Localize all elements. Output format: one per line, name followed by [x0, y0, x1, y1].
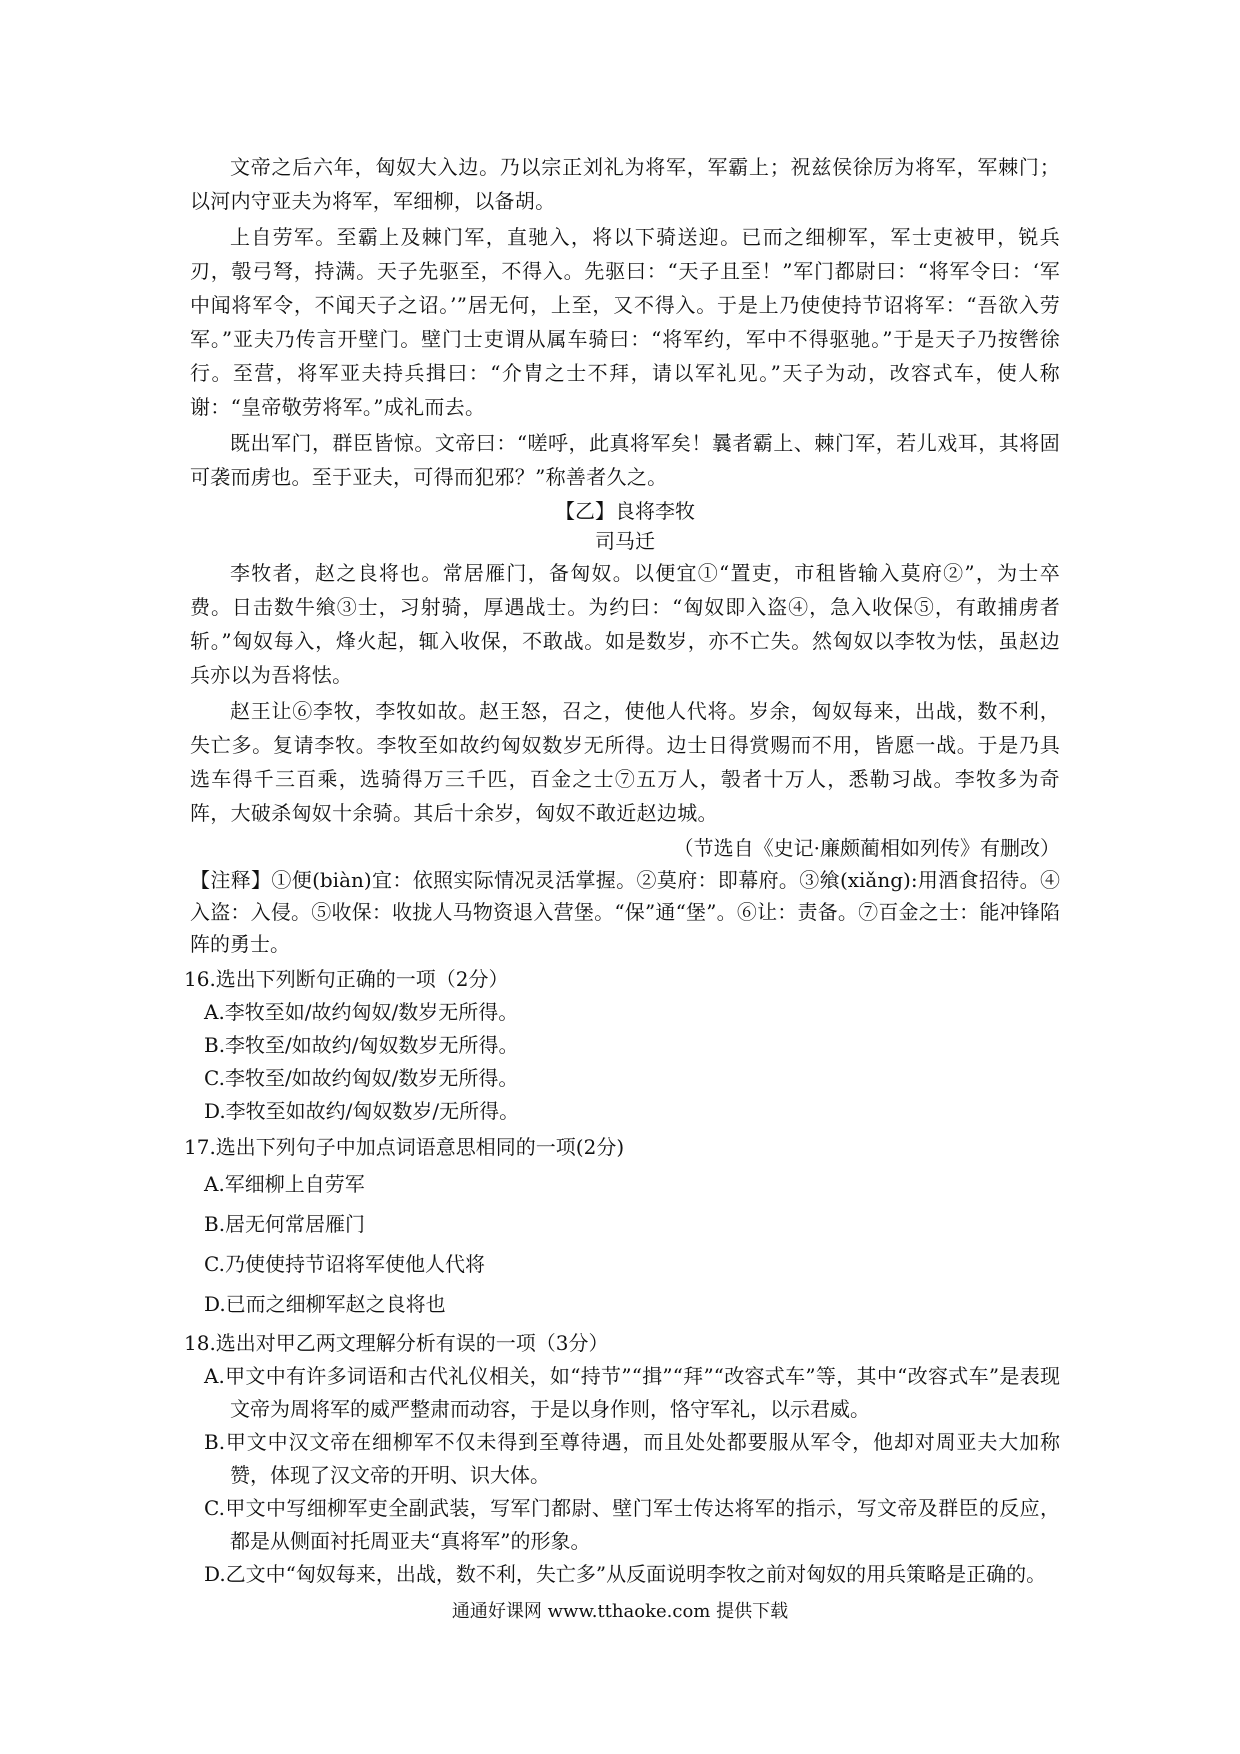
question-18-option-d: D.乙文中“匈奴每来，出战，数不利，失亡多”从反面说明李牧之前对匈奴的用兵策略是正确的。: [204, 1562, 1047, 1586]
question-17: [184, 1130, 1060, 1324]
question-16: [184, 962, 1060, 1128]
question-17-stem: 17.选出下列句子中加点词语意思相同的一项(2分): [184, 1135, 625, 1159]
question-18-option-c: C.甲文中写细柳军吏全副武装，写军门都尉、壁门军士传达将军的指示，写文帝及群臣的反应，都是从侧面衬托周亚夫“真将军”的形象。: [204, 1496, 1060, 1553]
passage-jia-paragraph-3: 既出军门，群臣皆惊。文帝曰：“嗟呼，此真将军矣！曩者霸上、棘门军，若儿戏耳，其将固可袭而虏也。至于亚夫，可得而犯邪？”称善者久之。: [190, 431, 1060, 489]
question-18: [184, 1326, 1060, 1591]
question-16-option-d: D.李牧至如故约/匈奴数岁/无所得。: [204, 1099, 520, 1123]
question-16-option-a: A.李牧至如/故约匈奴/数岁无所得。: [204, 1000, 519, 1024]
footer-watermark: 通通好课网 www.tthaoke.com 提供下载: [451, 1601, 789, 1622]
passage-jia-paragraph-1: 文帝之后六年，匈奴大入边。乃以宗正刘礼为将军，军霸上；祝兹侯徐厉为将军，军棘门；以河内守亚夫为将军，军细柳，以备胡。: [190, 155, 1060, 213]
question-16-stem: 16.选出下列断句正确的一项（2分）: [184, 967, 509, 991]
question-18-stem: 18.选出对甲乙两文理解分析有误的一项（3分）: [184, 1331, 609, 1355]
question-17-option-b: B.居无何常居雁门: [204, 1212, 366, 1236]
question-17-option-d: D.已而之细柳军赵之良将也: [204, 1292, 446, 1316]
annotations: 【注释】①便(biàn)宜：依照实际情况灵活掌握。②莫府：即幕府。③飨(xiǎng):用酒食招待。④入盗：入侵。⑤收保：收拢人马物资退入营堡。“保”通“堡”。⑥让：责备。⑦百金之士：能冲锋陷阵的勇士。: [190, 868, 1060, 956]
passage-jia-paragraph-2: 上自劳军。至霸上及棘门军，直驰入，将以下骑送迎。已而之细柳军，军士吏被甲，锐兵刃，彀弓弩，持满。天子先驱至，不得入。先驱曰：“天子且至！”军门都尉曰：“将军令曰：‘军中闻将军令，不闻天子之诏。’”居无何，上至，又不得入。于是上乃使使持节诏将军：“吾欲入劳军。”亚夫乃传言开壁门。壁门士吏谓从属车骑曰：“将军约，军中不得驱驰。”于是天子乃按辔徐行。至营，将军亚夫持兵揖曰：“介胄之士不拜，请以军礼见。”天子为动，改容式车，使人称谢：“皇帝敬劳将军。”成礼而去。: [190, 225, 1060, 419]
question-18-option-b: B.甲文中汉文帝在细柳军不仅未得到至尊待遇，而且处处都要服从军令，他却对周亚夫大加称赞，体现了汉文帝的开明、识大体。: [204, 1430, 1060, 1487]
passage-yi-paragraph-2: 赵王让⑥李牧，李牧如故。赵王怒，召之，使他人代将。岁余，匈奴每来，出战，数不利，失亡多。复请李牧。李牧至如故约匈奴数岁无所得。边士日得赏赐而不用，皆愿一战。于是乃具选车得千三百乘，选骑得万三千匹，百金之士⑦五万人，彀者十万人，悉勒习战。李牧多为奇阵，大破杀匈奴十余骑。其后十余岁，匈奴不敢近赵边城。: [190, 699, 1060, 825]
passage-yi-title: 【乙】良将李牧: [555, 499, 695, 523]
question-16-option-c: C.李牧至/如故约匈奴/数岁无所得。: [204, 1066, 519, 1090]
question-17-option-a: A.军细柳上自劳军: [204, 1172, 365, 1196]
passage-yi-paragraph-1: 李牧者，赵之良将也。常居雁门，备匈奴。以便宜①“置吏，市租皆输入莫府②”，为士卒费。日击数牛飨③士，习射骑，厚遇战士。为约曰：“匈奴即入盗④，急入收保⑤，有敢捕虏者斩。”匈奴每入，烽火起，辄入收保，不敢战。如是数岁，亦不亡失。然匈奴以李牧为怯，虽赵边兵亦以为吾将怯。: [190, 561, 1060, 687]
exam-page: [184, 150, 1060, 1591]
question-18-option-a: A.甲文中有许多词语和古代礼仪相关，如“持节”“揖”“拜”“改容式车”等，其中“改容式车”是表现文帝为周将军的威严整肃而动容，于是以身作则，恪守军礼，以示君威。: [204, 1364, 1060, 1421]
passage-yi-author: 司马迁: [595, 529, 655, 553]
question-16-option-b: B.李牧至/如故约/匈奴数岁无所得。: [204, 1033, 519, 1057]
question-17-option-c: C.乃使使持节诏将军使他人代将: [204, 1252, 485, 1276]
passage-source: （节选自《史记·廉颇蔺相如列传》有删改）: [673, 836, 1060, 860]
